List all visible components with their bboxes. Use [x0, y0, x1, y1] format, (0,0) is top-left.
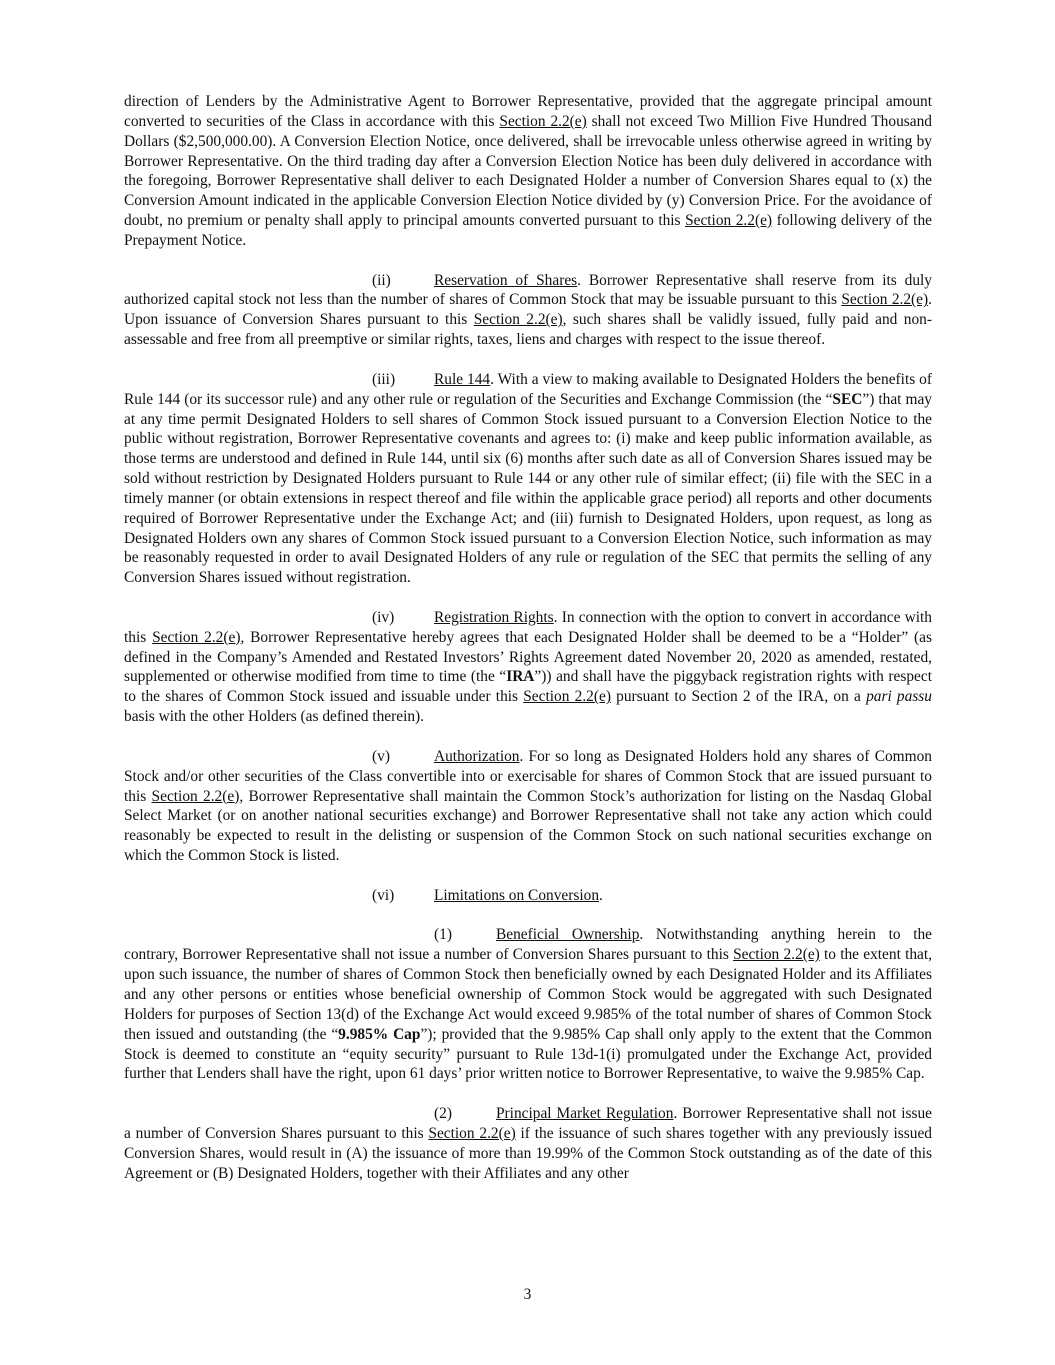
text: shall not exceed Two Million Five Hundred Thousand Dollars ($2,500,000.00). A Conversion Election Notice, once delivered, shall be irrevocable unless otherwise agreed in writing by Borrower Representative. On the third trading day after a Conversion Election Notice has been duly delivered in accordance with the foregoing, Borrower Representative shall deliver to each Designated Holder a number of Conversion Shares equal to (x) the Conversion Amount indicated in the applicable Conversion Election Notice divided by (y) Conversion Price. For the avoidance of doubt, no premium or penalty shall apply to principal amounts converted pursuant to this — [124, 112, 932, 230]
section-reference: Section 2.2(e) — [523, 688, 611, 706]
text: , Borrower Representative hereby agrees that each Designated Holder shall be deemed to be a “Holder” (as defined in the Company’s Amended and Restated Investors’ Rights Agreement dated November 20, 2020 as amended, restated, supplemented or otherwise modified from time to time (the “ — [124, 628, 932, 686]
text: . In connection with the option to convert in accordance with this — [124, 608, 932, 646]
clause-heading: Limitations on Conversion — [434, 886, 600, 904]
section-reference: Section 2.2(e) — [428, 1124, 516, 1142]
clause-number: (vi) — [372, 886, 395, 904]
paragraph-principal-market-regulation — [124, 1104, 932, 1183]
paragraph-rule-144 — [124, 370, 932, 588]
text: . Borrower Representative shall reserve from its duly authorized capital stock not less than the number of shares of Common Stock that may be issuable pursuant to this — [124, 271, 932, 309]
clause-number: (v) — [372, 747, 390, 765]
clause-heading: Rule 144 — [434, 370, 491, 388]
text: . Upon issuance of Conversion Shares pursuant to this — [124, 291, 932, 329]
text: if the issuance of such shares together with any previously issued Conversion Shares, would result in (A) the issuance of more than 19.99% of the Common Stock outstanding as of the date of this Agreement or (B) Designated Holders, together with their Affiliates and any other — [124, 1124, 932, 1182]
clause-heading: Beneficial Ownership — [496, 926, 640, 944]
text: . Borrower Representative shall not issue a number of Conversion Shares pursuant to this — [124, 1105, 932, 1142]
text: ”); provided that the 9.985% Cap shall only apply to the extent that the Common Stock is deemed to constitute an “equity security” pursuant to Rule 13d-1(i) promulgated under the Exchange Act, provided further that Lenders shall have the right, upon 61 days’ prior written notice to Borrower Representative, to waive the 9.985% Cap. — [124, 1025, 932, 1083]
paragraph-intro — [124, 92, 932, 251]
text: pursuant to Section 2 of the IRA, on a — [610, 688, 867, 706]
defined-term: SEC — [832, 390, 863, 408]
italic-term: pari passu — [866, 688, 932, 706]
section-reference: Section 2.2(e) — [473, 311, 563, 329]
text: , such shares shall be validly issued, fully paid and non-assessable and free from all preemptive or similar rights, taxes, liens and charges with respect to the issue thereof. — [124, 311, 932, 349]
clause-number: (ii) — [372, 271, 391, 289]
text: basis with the other Holders (as defined therein). — [124, 708, 425, 726]
clause-heading: Registration Rights — [434, 608, 554, 626]
section-reference: Section 2.2(e) — [733, 946, 820, 964]
defined-term: IRA — [506, 668, 535, 686]
clause-heading: Principal Market Regulation — [496, 1105, 674, 1123]
clause-number: (1) — [434, 926, 452, 944]
text: . Notwithstanding anything herein to the contrary, Borrower Representative shall not issue a number of Conversion Shares pursuant to this — [124, 926, 932, 964]
text: , Borrower Representative shall maintain the Common Stock’s authorization for listing on the Nasdaq Global Select Market (or on another national securities exchange) and Borrower Representative shall not take any action which could reasonably be expected to result in the delisting or suspension of the Common Stock on such national securities exchange on which the Common Stock is listed. — [124, 787, 932, 865]
page-number: 3 — [523, 1286, 532, 1303]
section-reference: Section 2.2(e) — [152, 628, 241, 646]
paragraph-limitations-on-conversion — [124, 886, 932, 906]
paragraph-beneficial-ownership — [124, 925, 932, 1084]
text: following delivery of the Prepayment Notice. — [124, 212, 932, 249]
clause-number: (iv) — [372, 608, 395, 626]
text: ”) that may at any time permit Designated Holders to sell shares of Common Stock issued pursuant to a Conversion Election Notice to the public without registration, Borrower Representative covenants and agrees to: (i) make and keep public information available, as those terms are understood and defined in Rule 144, until six (6) months after such date as all of Conversion Shares issued may be sold without restriction by Designated Holders pursuant to Rule 144 or any other rule of similar effect; (ii) file with the SEC in a timely manner (or obtain extensions in respect thereof and file within the applicable grace period) all reports and other documents required of Borrower Representative under the Exchange Act; and (iii) furnish to Designated Holders, upon request, as long as Designated Holders own any shares of Common Stock issued pursuant to a Conversion Election Notice, such information as may be reasonably requested in order to avail Designated Holders of any rule or regulation of the SEC that permits the selling of any Conversion Shares issued without registration. — [124, 390, 932, 587]
clause-heading: Reservation of Shares — [434, 271, 578, 289]
clause-number: (iii) — [372, 370, 396, 388]
paragraph-reservation-of-shares — [124, 271, 932, 350]
defined-term: 9.985% Cap — [338, 1025, 421, 1043]
text: . For so long as Designated Holders hold any shares of Common Stock and/or other securities of the Class convertible into or exercisable for shares of Common Stock that are issued pursuant to this — [124, 747, 932, 805]
text: to the extent that, upon such issuance, the number of shares of Common Stock then beneficially owned by each Designated Holder and its Affiliates and any other persons or entities whose beneficial ownership of Common Stock would be aggregated with such Designated Holders for purposes of Section 13(d) of the Exchange Act would exceed 9.985% of the total number of shares of Common Stock then issued and outstanding (the “ — [124, 946, 932, 1043]
paragraph-authorization — [124, 747, 932, 866]
text: ”)) and shall have the piggyback registration rights with respect to the shares of Common Stock issued and issuable under this — [124, 668, 932, 706]
text: . With a view to making available to Designated Holders the benefits of Rule 144 (or its successor rule) and any other rule or regulation of the Securities and Exchange Commission (the “ — [124, 370, 932, 408]
section-reference: Section 2.2(e) — [685, 212, 773, 230]
paragraph-registration-rights — [124, 608, 932, 727]
clause-heading: Authorization — [434, 747, 520, 765]
text: direction of Lenders by the Administrative Agent to Borrower Representative, provided that the aggregate principal amount converted to securities of the Class in accordance with this — [124, 93, 932, 130]
text: . — [599, 886, 603, 904]
section-reference: Section 2.2(e) — [151, 787, 240, 805]
document-body — [124, 92, 932, 1183]
clause-number: (2) — [434, 1105, 452, 1123]
section-reference: Section 2.2(e) — [499, 112, 587, 130]
section-reference: Section 2.2(e) — [841, 291, 929, 309]
